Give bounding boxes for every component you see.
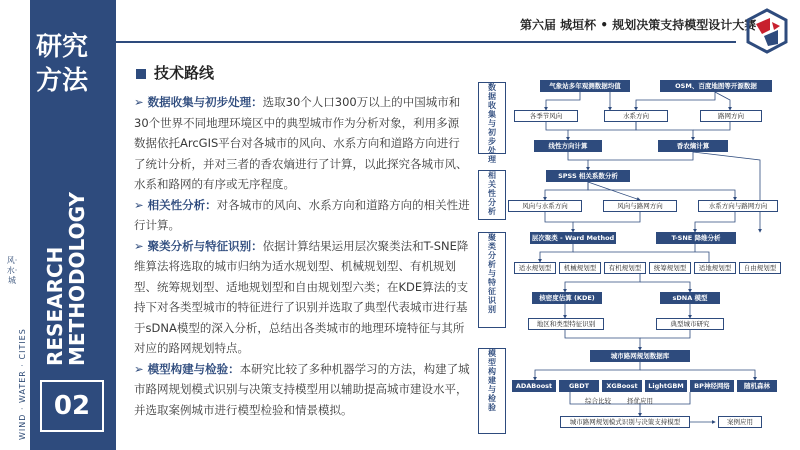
section-heading bbox=[136, 62, 214, 83]
section-square-icon bbox=[136, 69, 146, 79]
paragraph bbox=[134, 92, 470, 195]
paragraph-heading: 聚类分析与特征识别： bbox=[147, 238, 263, 253]
paragraph-heading: 相关性分析： bbox=[147, 197, 217, 212]
method-text bbox=[134, 92, 470, 420]
node-case-application: 案例应用 bbox=[718, 416, 762, 428]
node-tsne: T-SNE 降维分析 bbox=[656, 232, 736, 244]
node-shannon-entropy: 香农熵计算 bbox=[658, 140, 728, 152]
vertical-cn-text: 风·水·城 bbox=[6, 256, 18, 285]
stage-correlation: 相关性分析 bbox=[478, 170, 506, 220]
section-number: 02 bbox=[40, 380, 104, 432]
arrow-bullet-icon: ➢ bbox=[134, 361, 144, 376]
node-type-water: 适水规划型 bbox=[514, 262, 556, 274]
paragraph bbox=[134, 195, 470, 236]
panel-english-line-2: METHODOLOGY bbox=[65, 191, 89, 366]
node-water-road: 水系方向与路网方向 bbox=[698, 200, 778, 212]
paragraph-body: 对各城市的风向、水系方向和道路方向的相关性进行计算。 bbox=[134, 197, 470, 232]
node-model-xgboost: XGBoost bbox=[602, 380, 642, 392]
node-database: 城市路网规划数据库 bbox=[590, 350, 690, 362]
paragraph-heading: 模型构建与检验： bbox=[147, 361, 240, 376]
arrow-bullet-icon: ➢ bbox=[134, 197, 144, 212]
node-feature-recognition: 地区和类型特征识别 bbox=[528, 318, 604, 330]
node-wind-road: 风向与路网方向 bbox=[603, 200, 677, 212]
vertical-en-wrap bbox=[2, 250, 27, 440]
node-linear-direction: 线性方向计算 bbox=[534, 140, 602, 152]
contest-title: 第六届 城垣杯 • 规划决策支持模型设计大赛 bbox=[520, 18, 757, 32]
node-open-data: OSM、百度地图等开源数据 bbox=[660, 80, 772, 92]
paragraph-heading: 数据收集与初步处理： bbox=[147, 95, 263, 109]
node-sdna: sDNA 模型 bbox=[660, 292, 720, 304]
panel-english-title bbox=[44, 192, 88, 366]
node-model-adaboost: ADABoost bbox=[512, 380, 556, 392]
section-title: 技术路线 bbox=[154, 64, 215, 82]
node-model-lightgbm: LightGBM bbox=[645, 380, 687, 392]
panel-english-wrap bbox=[40, 180, 110, 370]
node-kde: 核密度估算 (KDE) bbox=[532, 292, 602, 304]
node-model-bp: BP神经网络 bbox=[690, 380, 734, 392]
paragraph bbox=[134, 359, 470, 421]
vertical-en-text: WIND · WATER · CITIES bbox=[18, 328, 27, 440]
node-select: 择优应用 bbox=[627, 397, 653, 405]
node-ward: 层次聚类 - Ward Method bbox=[531, 234, 615, 242]
node-type-organic: 有机规划型 bbox=[604, 262, 646, 274]
left-strip bbox=[0, 0, 28, 450]
stage-data-collection: 数据收集与初步处理 bbox=[478, 82, 506, 154]
node-city-study: 典型城市研究 bbox=[656, 318, 724, 330]
node-compare: 综合比较 bbox=[585, 397, 611, 405]
node-type-terrain: 适地规划型 bbox=[694, 262, 736, 274]
arrow-bullet-icon: ➢ bbox=[134, 238, 144, 253]
stage-modeling: 模型构建与检验 bbox=[478, 348, 506, 434]
arrow-bullet-icon: ➢ bbox=[134, 95, 144, 109]
section-panel bbox=[30, 0, 116, 450]
paragraph-body: 依据计算结果运用层次聚类法和T-SNE降维算法将选取的城市归纳为适水规划型、机械规划型、有机规划型、统筹规划型、适地规划型和自由规划型六类；在KDE算法的支持下对各类型城市的特征进行了识别并选取了典型代表城市进行基于sDNA模型的深入分析，总结出各类城市的地理环境特征与其所对应的路网规划特点。 bbox=[134, 238, 469, 355]
node-wind-water: 风向与水系方向 bbox=[508, 200, 582, 212]
node-model-rf: 随机森林 bbox=[737, 380, 777, 392]
stage-clustering: 聚类分析与特征识别 bbox=[478, 232, 506, 328]
header-divider bbox=[116, 41, 736, 43]
node-final-model: 城市路网规划模式识别与决策支持模型 bbox=[560, 416, 690, 428]
paragraph bbox=[134, 236, 470, 359]
node-spss: SPSS 相关系数分析 bbox=[546, 170, 630, 182]
node-season-wind: 各季节风向 bbox=[514, 110, 578, 122]
panel-english-line-1: RESEARCH bbox=[43, 246, 67, 366]
paragraph-body: 本研究比较了多种机器学习的方法，构建了城市路网规划模式识别与决策支持模型用以辅助提高城市建设水平，并选取案例城市进行模型检验和情景模拟。 bbox=[134, 361, 470, 417]
node-road-direction: 路网方向 bbox=[700, 110, 762, 122]
node-weather-data: 气象站多年观测数据均值 bbox=[540, 80, 630, 92]
paragraph-body: 选取30个人口300万以上的中国城市和30个世界不同地理环境区中的典型城市作为分析对象，利用多源数据依托ArcGIS平台对各城市的风向、水系方向和道路方向进行了统计分析，并对三者的香农熵进行了计算，以此探究各城市风、水系和路网的有序或无序程度。 bbox=[134, 95, 468, 191]
node-type-free: 自由规划型 bbox=[739, 262, 781, 274]
panel-title: 研究方法 bbox=[36, 32, 89, 96]
node-type-coordinated: 统筹规划型 bbox=[649, 262, 691, 274]
node-type-mechanical: 机械规划型 bbox=[559, 262, 601, 274]
contest-logo-icon bbox=[744, 8, 790, 54]
node-water-direction: 水系方向 bbox=[604, 110, 668, 122]
node-model-gbdt: GBDT bbox=[559, 380, 599, 392]
